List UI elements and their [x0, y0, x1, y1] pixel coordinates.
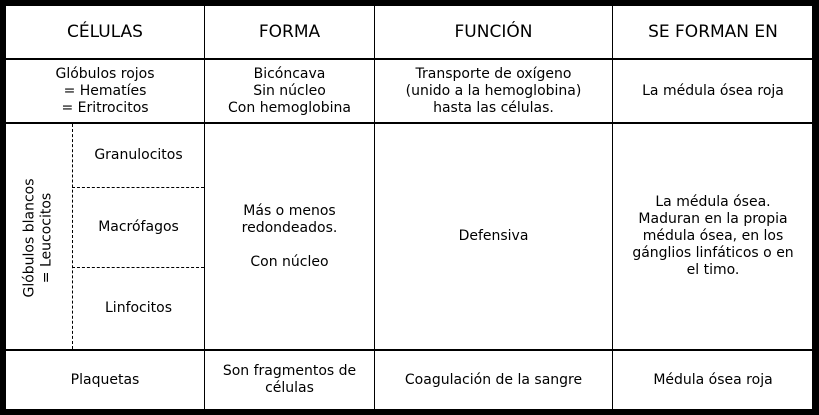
cell-blancos-funcion: Defensiva — [458, 228, 529, 244]
header-funcion: FUNCIÓN — [454, 21, 533, 42]
header-celulas: CÉLULAS — [67, 21, 143, 42]
cell-rojos-funcion: Transporte de oxígeno (unido a la hemoglobina) hasta las células. — [405, 65, 582, 116]
cell-plaquetas-forman: Médula ósea roja — [653, 371, 773, 388]
cell-linfocitos: Linfocitos — [105, 300, 172, 316]
cell-plaquetas: Plaquetas — [70, 371, 140, 388]
cell-globulos-rojos: Glóbulos rojos = Hematíes = Eritrocitos — [55, 65, 155, 116]
cell-rojos-forma: Bicóncava Sin núcleo Con hemoglobina — [228, 65, 351, 116]
cell-rojos-forman: La médula ósea roja — [642, 82, 784, 99]
globulos-blancos-label: Glóbulos blancos = Leucocitos — [22, 177, 55, 298]
cell-plaquetas-funcion: Coagulación de la sangre — [404, 371, 583, 388]
cell-blancos-forman: La médula ósea. Maduran en la propia médula ósea, en los gánglios linfáticos o en el timo. — [632, 194, 794, 278]
cell-blancos-forma: Más o menos redondeados. Con núcleo — [241, 202, 338, 270]
header-se-forman-en: SE FORMAN EN — [648, 21, 778, 42]
header-forma: FORMA — [258, 21, 321, 42]
cell-plaquetas-forma: Son fragmentos de células — [222, 363, 357, 396]
cell-macrofagos: Macrófagos — [98, 219, 179, 235]
cell-table — [5, 5, 813, 410]
cell-globulos-blancos — [8, 124, 70, 351]
cell-granulocitos: Granulocitos — [94, 147, 183, 163]
